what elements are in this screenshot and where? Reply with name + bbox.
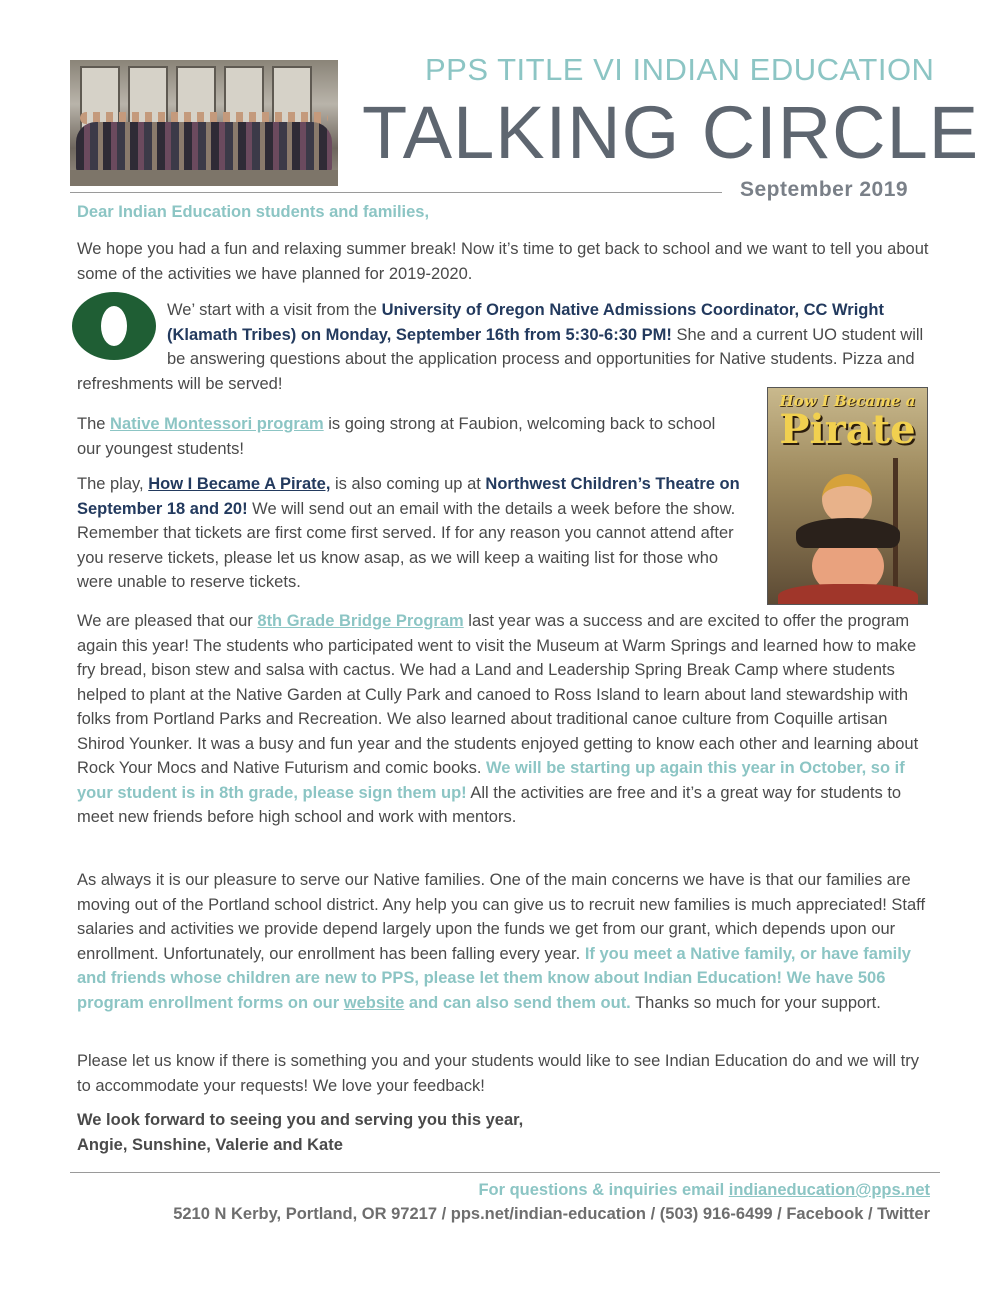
uo-event-details: University of Oregon Native Admissions Coordinator, CC Wright (Klamath Tribes) on Monday, September 16th from 5:30-6:30 PM! <box>167 301 884 344</box>
bridge-program-paragraph <box>77 609 937 830</box>
book-pirate-hat <box>796 518 900 548</box>
recruitment-paragraph <box>77 868 937 1015</box>
montessori-text-after: is going strong at Faubion, welcoming back to school our youngest students! <box>77 415 716 458</box>
native-montessori-link[interactable]: Native Montessori program <box>110 415 324 433</box>
footer-email-link[interactable]: indianeducation@pps.net <box>728 1181 930 1199</box>
intro-paragraph: We hope you had a fun and relaxing summer break! Now it’s time to get back to school and we want to tell you about some of the activities we have planned for 2019-2020. <box>77 240 929 283</box>
header-divider <box>70 192 722 193</box>
photo-floor <box>70 170 338 186</box>
greeting: Dear Indian Education students and families, <box>77 203 430 221</box>
pirate-book-cover <box>767 387 928 605</box>
book-title-line1: How I Became a <box>779 392 916 410</box>
header-photo <box>70 60 338 186</box>
photo-crowd <box>76 122 332 172</box>
signoff-line: We look forward to seeing you and serving you this year, <box>77 1111 524 1129</box>
pirate-play-paragraph <box>77 472 752 595</box>
book-pirate-coat <box>778 584 918 605</box>
footer-divider <box>70 1172 940 1173</box>
website-link[interactable]: website <box>343 993 405 1012</box>
newsletter-subtitle: PPS TITLE VI INDIAN EDUCATION <box>425 52 935 87</box>
how-i-became-a-pirate-link[interactable]: How I Became A Pirate, <box>148 475 331 493</box>
recruit-text-end: Thanks so much for your support. <box>630 993 881 1012</box>
drop-cap-spacer <box>77 298 167 370</box>
montessori-paragraph <box>77 412 727 461</box>
bridge-text-before: We are pleased that our <box>77 612 258 630</box>
montessori-text-before: The <box>77 415 111 433</box>
newsletter-title: TALKING CIRCLE <box>362 91 980 174</box>
footer-inquiries <box>478 1181 930 1200</box>
uo-visit-paragraph <box>77 298 937 396</box>
play-text-mid: is also coming up at <box>330 475 486 493</box>
footer-inquiry-text: For questions & inquiries email <box>478 1181 729 1199</box>
uo-text-after: She and a current UO student will be answering questions about the application process and opportunities for Native students. Pizza and refreshments will be served! <box>77 325 924 393</box>
recruit-callout: If you meet a Native family, or have family and friends whose children are new to PPS, please let them know about Indian Education! We have 506 program enrollment forms on our <box>77 944 911 1012</box>
book-kid-figure <box>822 474 872 524</box>
signoff-names: Angie, Sunshine, Valerie and Kate <box>77 1135 343 1154</box>
8th-grade-bridge-program-link[interactable]: 8th Grade Bridge Program <box>257 612 464 630</box>
bridge-signup-callout: We will be starting up again this year in October, so if your student is in 8th grade, please sign them up! <box>77 759 905 802</box>
feedback-paragraph: Please let us know if there is something you and your students would like to see Indian Education do and we will try to accommodate your requests! We love your feedback! <box>77 1052 919 1095</box>
uo-text-before: We’ start with a visit from the <box>167 301 382 319</box>
recruit-text-before: As always it is our pleasure to serve our Native families. One of the main concerns we have is that our families are moving out of the Portland school district. Any help you can give us to recruit new families is much appreciated! Staff salaries and activities we provide depend largely upon the funds we get from our grant, which depends upon our enrollment. Unfortunately, our enrollment has been falling every year. <box>77 871 926 963</box>
issue-date: September 2019 <box>740 178 909 201</box>
play-venue-dates: Northwest Children’s Theatre on September 18 and 20! <box>77 475 740 518</box>
book-title-line2: Pirate <box>779 406 916 453</box>
footer-contact-info: 5210 N Kerby, Portland, OR 97217 / pps.net/indian-education / (503) 916-6499 / Facebook / Twitter <box>173 1205 930 1223</box>
recruit-callout-end: and can also send them out. <box>404 993 631 1012</box>
signoff <box>77 1108 523 1157</box>
bridge-text-after: last year was a success and are excited to offer the program again this year! The students who participated went to visit the Museum at Warm Springs and learned how to make fry bread, bison stew and salsa with cactus. We had a Land and Leadership Spring Break Camp where students helped to plant at the Native Garden at Cully Park and canoed to Ross Island to learn about land stewardship with folks from Portland Parks and Recreation. We also learned about traditional canoe culture from Coquille artisan Shirod Younker. It was a busy and fun year and the students enjoyed getting to know each other and learning about Rock Your Mocs and Native Futurism and comic books. <box>77 612 919 777</box>
play-text-after: We will send out an email with the details a week before the show. Remember that tickets are first come first served. If for any reason you cannot attend after you reserve tickets, please let us know asap, as we will keep a waiting list for those who were unable to reserve tickets. <box>77 499 736 591</box>
play-text-before: The play, <box>77 475 149 493</box>
bridge-text-end: All the activities are free and it’s a great way for students to meet new friends before high school and work with mentors. <box>77 783 902 826</box>
